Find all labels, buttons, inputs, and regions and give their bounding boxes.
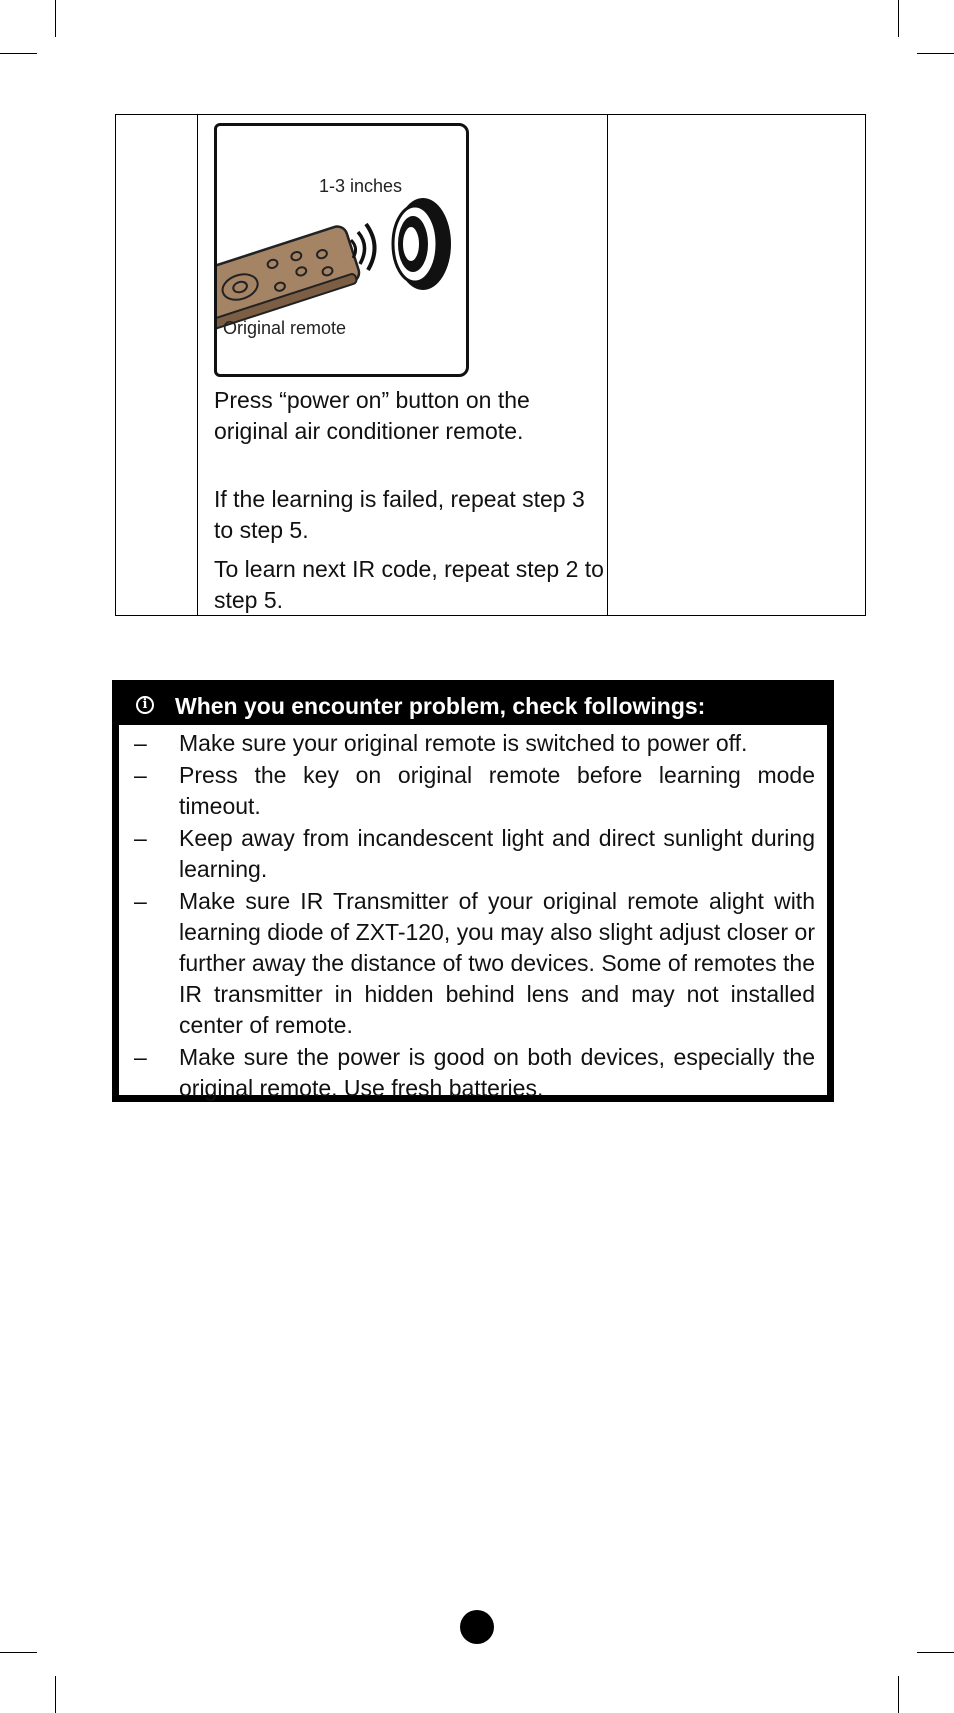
step-table bbox=[115, 114, 866, 616]
column-divider bbox=[197, 115, 198, 615]
troubleshooting-title: When you encounter problem, check followings: bbox=[175, 693, 706, 719]
crop-mark bbox=[898, 1676, 899, 1713]
crop-mark bbox=[917, 53, 954, 54]
tip-text: Make sure the power is good on both devices, especially the original remote. Use fresh batteries. bbox=[179, 1044, 815, 1101]
tip-text: Keep away from incandescent light and direct sunlight during learning. bbox=[179, 825, 815, 882]
troubleshooting-box bbox=[112, 680, 834, 1102]
page-number-marker bbox=[460, 1610, 494, 1644]
list-item bbox=[119, 1042, 827, 1104]
troubleshooting-header bbox=[119, 687, 827, 725]
remote-learning-illustration bbox=[214, 123, 469, 377]
list-item bbox=[119, 760, 827, 822]
bullet-dash: – bbox=[134, 762, 147, 788]
troubleshooting-list bbox=[119, 728, 827, 1105]
bullet-dash: – bbox=[134, 730, 147, 756]
list-item bbox=[119, 728, 827, 759]
instruction-repeat-on-fail: If the learning is failed, repeat step 3 to step 5. bbox=[214, 486, 585, 543]
tip-text: Press the key on original remote before learning mode timeout. bbox=[179, 762, 815, 819]
crop-mark bbox=[0, 53, 37, 54]
crop-mark bbox=[55, 0, 56, 37]
crop-mark bbox=[917, 1652, 954, 1653]
tip-text: Make sure your original remote is switched to power off. bbox=[179, 730, 748, 756]
crop-mark bbox=[0, 1652, 37, 1653]
instruction-next-code: To learn next IR code, repeat step 2 to step 5. bbox=[214, 556, 604, 613]
list-item bbox=[119, 823, 827, 885]
list-item bbox=[119, 886, 827, 1041]
crop-mark bbox=[55, 1676, 56, 1713]
column-divider bbox=[607, 115, 608, 615]
crop-mark bbox=[898, 0, 899, 37]
bullet-dash: – bbox=[134, 825, 147, 851]
instruction-press-power: Press “power on” button on the original air conditioner remote. bbox=[214, 387, 530, 444]
original-remote-label: Original remote bbox=[223, 318, 347, 338]
bullet-dash: – bbox=[134, 888, 147, 914]
distance-label: 1-3 inches bbox=[319, 176, 403, 196]
bullet-dash: – bbox=[134, 1044, 147, 1070]
info-icon: i bbox=[136, 696, 154, 714]
tip-text: Make sure IR Transmitter of your original remote alight with learning diode of ZXT-120, you may also slight adjust closer or further away the distance of two devices. Some of remotes the IR transmitter in hidden behind lens and may not installed center of remote. bbox=[179, 888, 815, 1038]
